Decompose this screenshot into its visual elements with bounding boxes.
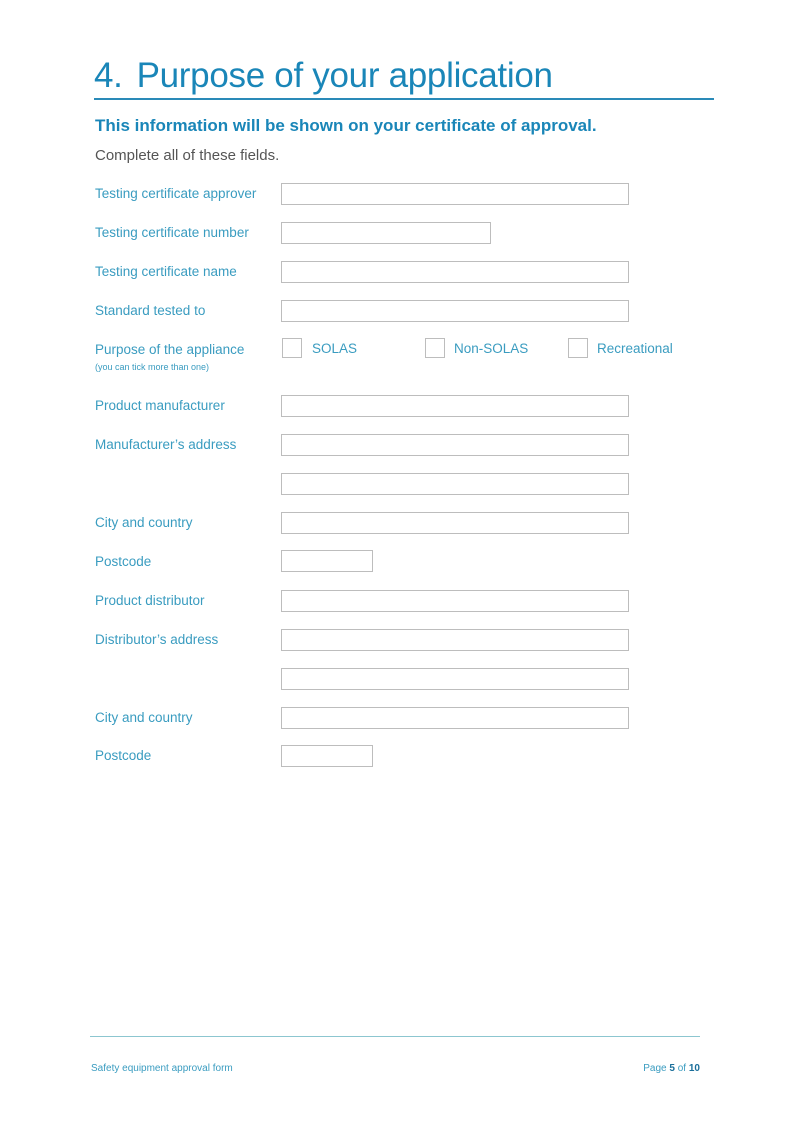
recreational-checkbox[interactable] bbox=[568, 338, 588, 358]
distributor-postcode-label: Postcode bbox=[95, 748, 152, 763]
page-indicator bbox=[643, 1063, 700, 1074]
cert-number-input[interactable] bbox=[281, 222, 491, 244]
distributor-input[interactable] bbox=[281, 590, 629, 612]
footer-form-name: Safety equipment approval form bbox=[91, 1063, 233, 1074]
section-title bbox=[94, 56, 553, 96]
distributor-postcode-input[interactable] bbox=[281, 745, 373, 767]
purpose-hint: (you can tick more than one) bbox=[95, 362, 210, 372]
distributor-address-line1-input[interactable] bbox=[281, 629, 629, 651]
standard-label: Standard tested to bbox=[95, 303, 206, 318]
non-solas-checkbox[interactable] bbox=[425, 338, 445, 358]
section-subtitle: This information will be shown on your certificate of approval. bbox=[95, 116, 597, 135]
distributor-city-label: City and country bbox=[95, 710, 193, 725]
manufacturer-address-line2-input[interactable] bbox=[281, 473, 629, 495]
manufacturer-city-input[interactable] bbox=[281, 512, 629, 534]
non-solas-checkbox-label: Non-SOLAS bbox=[454, 341, 529, 356]
manufacturer-postcode-input[interactable] bbox=[281, 550, 373, 572]
distributor-address-label: Distributor’s address bbox=[95, 632, 219, 647]
cert-name-label: Testing certificate name bbox=[95, 264, 237, 279]
recreational-checkbox-label: Recreational bbox=[597, 341, 673, 356]
cert-number-label: Testing certificate number bbox=[95, 225, 249, 240]
manufacturer-address-label: Manufacturer’s address bbox=[95, 437, 237, 452]
standard-input[interactable] bbox=[281, 300, 629, 322]
manufacturer-address-line1-input[interactable] bbox=[281, 434, 629, 456]
solas-checkbox-label: SOLAS bbox=[312, 341, 358, 356]
title-divider bbox=[94, 98, 714, 100]
distributor-address-line2-input[interactable] bbox=[281, 668, 629, 690]
footer-divider bbox=[90, 1036, 700, 1037]
manufacturer-postcode-label: Postcode bbox=[95, 554, 152, 569]
manufacturer-city-label: City and country bbox=[95, 515, 193, 530]
instructions: Complete all of these fields. bbox=[95, 147, 280, 164]
page-of: of bbox=[677, 1063, 687, 1074]
cert-name-input[interactable] bbox=[281, 261, 629, 283]
section-title-text: Purpose of your application bbox=[136, 56, 553, 95]
page-prefix: Page bbox=[643, 1063, 667, 1074]
page-current: 5 bbox=[669, 1063, 675, 1074]
page-total: 10 bbox=[688, 1063, 700, 1074]
purpose-label: Purpose of the appliance bbox=[95, 342, 245, 357]
cert-approver-label: Testing certificate approver bbox=[95, 186, 257, 201]
solas-checkbox[interactable] bbox=[282, 338, 302, 358]
distributor-label: Product distributor bbox=[95, 593, 205, 608]
manufacturer-label: Product manufacturer bbox=[95, 398, 225, 413]
section-number: 4. bbox=[94, 56, 123, 95]
cert-approver-input[interactable] bbox=[281, 183, 629, 205]
manufacturer-input[interactable] bbox=[281, 395, 629, 417]
distributor-city-input[interactable] bbox=[281, 707, 629, 729]
